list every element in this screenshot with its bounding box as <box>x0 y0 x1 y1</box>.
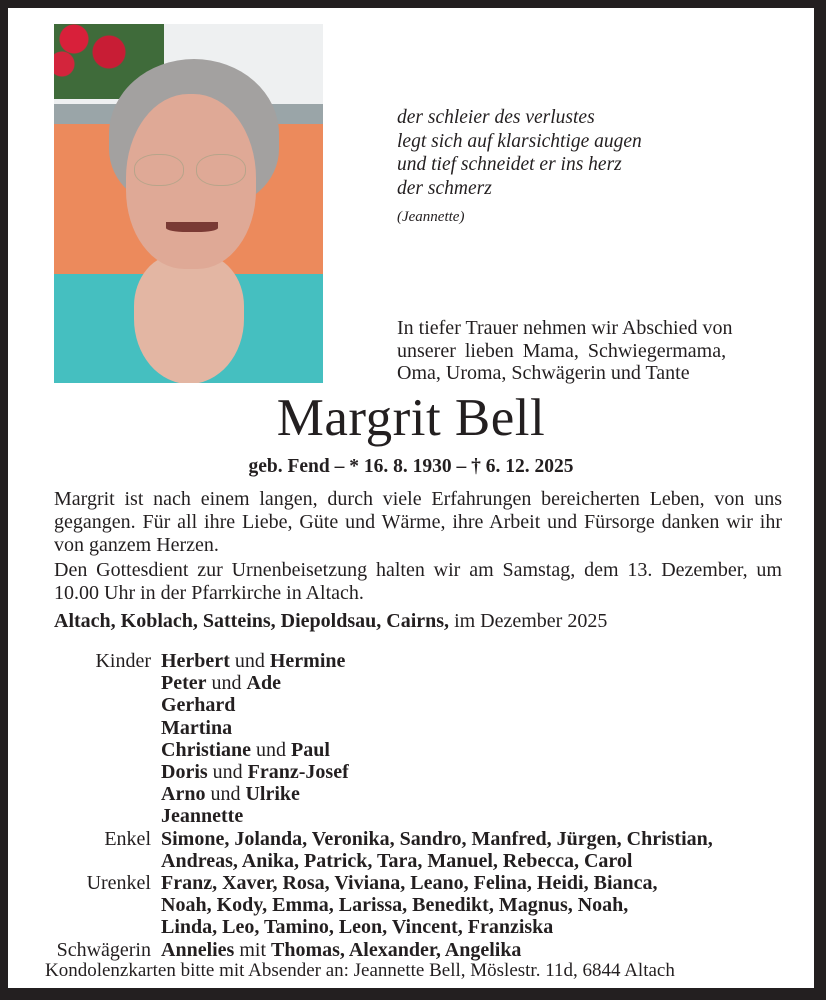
member-name: Ulrike <box>245 783 300 806</box>
family-member-line <box>161 650 814 672</box>
intro-line: unserer lieben Mama, Schwiegermama, <box>397 339 727 362</box>
obituary-page <box>8 8 814 988</box>
connector-text: und <box>207 761 248 784</box>
poem <box>397 106 642 230</box>
family-group-members <box>161 650 814 828</box>
connector-text: und <box>206 672 247 695</box>
intro-line: In tiefer Trauer nehmen wir Abschied von <box>397 317 733 339</box>
member-name: Andreas, Anika, Patrick, Tara, Manuel, Rebecca, Carol <box>161 849 633 872</box>
connector-text: und <box>229 650 270 672</box>
family-group-label: Enkel <box>104 827 151 850</box>
family-member-line <box>161 783 814 805</box>
body-text <box>54 488 782 607</box>
member-name: Simone, Jolanda, Veronika, Sandro, Manfred, Jürgen, Christian, <box>161 827 713 850</box>
family-member-line <box>161 805 814 827</box>
poem-line: legt sich auf klarsichtige augen <box>397 130 642 152</box>
family-group-urenkel <box>8 872 814 939</box>
member-name: Ade <box>246 672 281 695</box>
footer-condolence: Kondolenzkarten bitte mit Absender an: Jeannette Bell, Möslestr. 11d, 6844 Altach <box>45 960 675 981</box>
family-member-line <box>161 894 814 916</box>
family-group-label: Urenkel <box>86 872 151 895</box>
member-name: Gerhard <box>161 694 236 717</box>
family-group-enkel <box>8 828 814 872</box>
places-line <box>54 610 607 633</box>
member-name: Hermine <box>269 650 346 672</box>
member-name: Jeannette <box>161 805 244 828</box>
places-bold: Altach, Koblach, Satteins, Diepoldsau, Cairns, <box>54 610 450 632</box>
deceased-dates: geb. Fend – * 16. 8. 1930 – † 6. 12. 2025 <box>248 456 574 477</box>
family-group-members <box>161 872 814 939</box>
poem-line: der schleier des verlustes <box>397 107 595 128</box>
family-member-line <box>161 672 814 694</box>
glasses-icon <box>196 154 246 186</box>
member-name: Doris <box>161 761 208 784</box>
portrait-photo <box>54 24 323 383</box>
member-name: Franz-Josef <box>247 761 349 784</box>
family-group-label: Schwägerin <box>56 938 151 961</box>
glasses-icon <box>134 154 184 186</box>
family-group-kinder <box>8 650 814 828</box>
family-member-line <box>161 761 814 783</box>
family-member-line <box>161 916 814 938</box>
family-member-line <box>161 828 814 850</box>
deceased-name: Margrit Bell <box>276 389 546 447</box>
connector-text: mit <box>234 938 272 961</box>
family-member-line <box>161 850 814 872</box>
member-name: Noah, Kody, Emma, Larissa, Benedikt, Magnus, Noah, <box>161 894 629 917</box>
family-group-members <box>161 939 814 961</box>
poem-line: der schmerz <box>397 177 492 199</box>
photo-mouth <box>166 222 218 232</box>
member-name: Martina <box>161 716 233 739</box>
poem-author: (Jeannette) <box>397 209 465 225</box>
member-name: Peter <box>161 672 207 695</box>
family-group-members <box>161 828 814 872</box>
family-member-line <box>161 872 814 894</box>
member-name: Franz, Xaver, Rosa, Viviana, Leano, Felina, Heidi, Bianca, <box>161 872 658 895</box>
member-name: Christiane <box>161 738 251 761</box>
family-member-line <box>161 717 814 739</box>
member-name: Arno <box>161 783 206 806</box>
body-paragraph: Den Gottesdient zur Urnenbeisetzung halten wir am Samstag, dem 13. Dezember, um 10.00 Uhr in der Pfarrkirche in Altach. <box>54 559 782 604</box>
connector-text: und <box>205 783 246 806</box>
family-list <box>8 650 814 961</box>
photo-neck <box>134 254 244 383</box>
family-group-schwägerin <box>8 939 814 961</box>
poem-line: und tief schneidet er ins herz <box>397 154 622 175</box>
intro-text <box>397 317 779 385</box>
member-name: Linda, Leo, Tamino, Leon, Vincent, Franziska <box>161 916 554 939</box>
family-member-line <box>161 739 814 761</box>
family-group-label: Kinder <box>95 650 151 672</box>
member-name: Thomas, Alexander, Angelika <box>271 938 522 961</box>
member-name: Annelies <box>161 938 235 961</box>
connector-text: und <box>251 738 291 761</box>
intro-line: Oma, Uroma, Schwägerin und Tante <box>397 362 690 384</box>
places-date: im Dezember 2025 <box>449 610 608 632</box>
member-name: Paul <box>291 738 330 761</box>
family-member-line <box>161 939 814 961</box>
family-member-line <box>161 694 814 716</box>
body-paragraph: Margrit ist nach einem langen, durch viele Erfahrungen bereicherten Leben, von uns gegangen. Für all ihre Liebe, Güte und Wärme, ihre Arbeit und Fürsorge danken wir ihr von ganzem Herzen. <box>54 488 782 556</box>
member-name: Herbert <box>161 650 230 672</box>
